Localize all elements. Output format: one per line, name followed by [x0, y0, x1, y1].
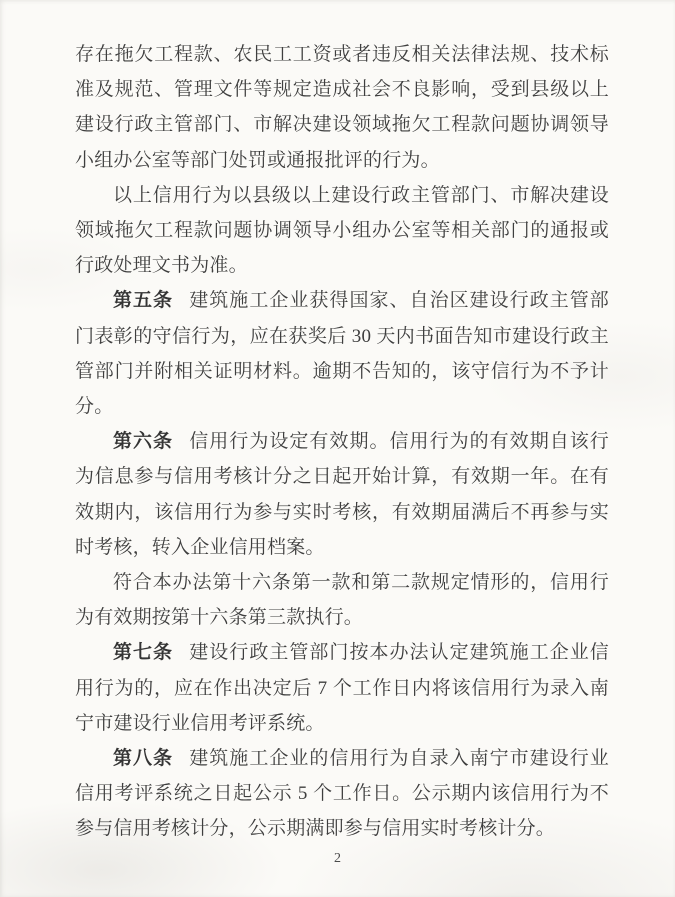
article-number: 第六条 [113, 431, 174, 453]
paragraph-article-6 [75, 424, 609, 565]
paragraph-article-7 [75, 635, 609, 741]
paragraph-text: 建筑施工企业的信用行为自录入南宁市建设行业信用考评系统之日起公示 5 个工作日。公示期内该信用行为不参与信用考核计分，公示期满即参与信用实时考核计分。 [75, 748, 609, 840]
article-number: 第七条 [113, 642, 174, 664]
paragraph-text: 以上信用行为以县级以上建设行政主管部门、市解决建设领域拖欠工程款问题协调领导小组办公室等相关部门的通报或行政处理文书为准。 [75, 184, 609, 277]
article-number: 第五条 [113, 290, 174, 312]
paragraph-article-6-supplement [75, 565, 609, 635]
article-number: 第八条 [113, 748, 174, 770]
document-body [75, 37, 609, 847]
paragraph-text: 建设行政主管部门按本办法认定建筑施工企业信用行为的，应在作出决定后 7 个工作日内将该信用行为录入南宁市建设行业信用考评系统。 [75, 642, 609, 734]
paragraph-continuation [75, 37, 609, 178]
paragraph-article-5 [75, 283, 609, 424]
paragraph-text: 存在拖欠工程款、农民工工资或者违反相关法律法规、技术标准及规范、管理文件等规定造成社会不良影响，受到县级以上建设行政主管部门、市解决建设领域拖欠工程款问题协调领导小组办公室等部门处罚或通报批评的行为。 [75, 44, 609, 171]
paragraph-text: 符合本办法第十六条第一款和第二款规定情形的，信用行为有效期按第十六条第三款执行。 [75, 572, 609, 629]
paragraph-article-8 [75, 741, 609, 847]
paragraph-text: 建筑施工企业获得国家、自治区建设行政主管部门表彰的守信行为，应在获奖后 30 天内书面告知市建设行政主管部门并附相关证明材料。逾期不告知的，该守信行为不予计分。 [75, 290, 609, 418]
paragraph-text: 信用行为设定有效期。信用行为的有效期自该行为信息参与信用考核计分之日起开始计算，有效期一年。在有效期内，该信用行为参与实时考核，有效期届满后不再参与实时考核，转入企业信用档案。 [75, 431, 609, 558]
page-number: 2 [334, 851, 341, 866]
paragraph-basis [75, 178, 609, 284]
